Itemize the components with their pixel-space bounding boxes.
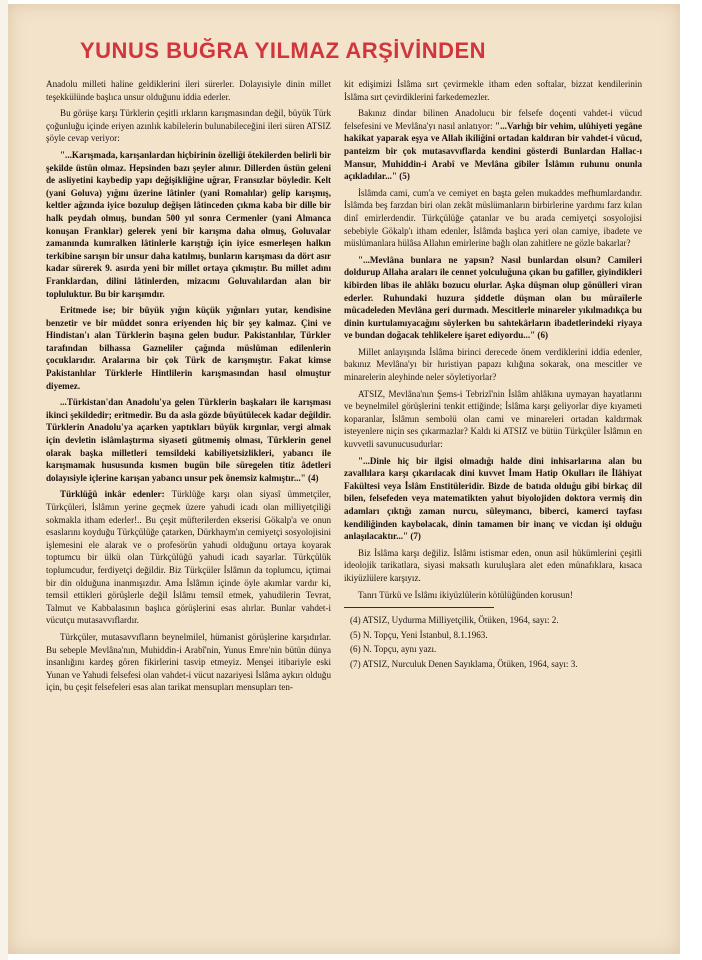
quote-paragraph: "...Mevlâna bunlara ne yapsın? Nasıl bunlardan olsun? Camileri doldurup Allaha araları ile cennet yolculuğuna çıkan bu gafiller, giyindikleri kibirden libas ile ahlâkı bozucu olurlar. Aşka düşman olup gönülleri viran ederler. Ruhundaki huzura şiddetle düşman olan bu müraîlerle mücadeleden Mevlâna geri durmadı. Mescitlerle minareler yıkılmadıkça bu dinin kurtulamıyacağını söylerken bu sahtekârların ibadetlerindeki riyaya ve bundan doğacak tehlikelere işaret ediyordu..." (6) — [344, 254, 642, 341]
footnote: (7) ATSIZ, Nurculuk Denen Sayıklama, Ötüken, 1964, sayı: 3. — [350, 658, 578, 669]
quote-paragraph: Eritmede ise; bir büyük yığın küçük yığınları yutar, kendisine benzetir ve bir müddet sonra eriyenden hiç bir şey kalmaz. Çini ve Hindistan'ı alan Türklerin başına gelen budur. Pakistanlılar, Türkler tarafından bilhassa Gazneliler çağında müslüman edilenlerin çocuklarıdır. Aralarına bir çok Türk de karışmıştır. Fakat kimse Pakistanlılar Türklerle Hintlilerin karışmasından hasıl olmuştur diyemez. — [46, 305, 331, 391]
paragraph: ATSIZ, Mevlâna'nın Şems-i Tebrizî'nin İslâm ahlâkına uymayan hayatlarını ve beynelmilel görüşlerini tenkit ettiğinde; İslâma karşı geliyorlar diye kıyameti koparanlar, İslâmın sembolü olan cami ve minareleri ortadan kaldırmak isteyenlere niçin ses çıkarmazlar? Kaldı ki ATSIZ ve bütün Türkçüler İslâmın en kuvvetli savunucusudurlar: — [344, 388, 642, 450]
paragraph: Anadolu milleti haline geldiklerini ileri sürerler. Dolayısiyle dinin millet teşekkülünde başlıca unsur olduğunu iddia ederler. — [46, 79, 331, 102]
right-column — [344, 78, 642, 673]
paragraph-text: Bakınız dindar bilinen Anadolucu bir felsefe doçenti vahdet-i vücud felsefesini ve Mevlâna'yı nasıl anlatıyor: — [344, 108, 642, 131]
paragraph — [46, 488, 331, 627]
section-lead: Türklüğü inkâr edenler: — [60, 489, 165, 500]
quote-paragraph: "...Karışmada, karışanlardan hiçbirinin özelliği ötekilerden belirli bir şekilde üstün olmaz. Hepsinden bazı şeyler alınır. Dillerden üstün geleni de asliyetini kaybedip yapı değişikliğine uğrar, Fransızlar böyledir. Kelt (yani Goluva) yığını üzerine lâtinler (yani Romalılar) gelip karışmış, keltler ağzında iyice bozulup değişen lâtinceden çıkma kaba bir dille bir halk peydah olmuş, bundan 500 yıl sonra Cermenler (yani Almanca konuşan Franklar) gelerek yeni bir karışma daha olmuş, Goluvalar zamanında kumralken lâtinlerle karıştığı için iyice esmerleşen halkın terkibine sarışın bir unsur daha katılmış, bunların karışması da dört asır kadar sürerek 9. asırda yeni bir millet ortaya çıkmıştır. Bu millet adını Franklardan, dilini lâtinlerden, mizacını Goluvalılardan alan bir topluluktur. Bu bir karışımdır. — [46, 149, 331, 299]
footnote: (6) N. Topçu, aynı yazı. — [350, 644, 437, 655]
left-column — [46, 78, 331, 698]
archive-header: YUNUS BUĞRA YILMAZ ARŞİVİNDEN — [80, 38, 487, 63]
footnotes — [344, 614, 642, 670]
quote-paragraph: "...Dinle hiç bir ilgisi olmadığı halde dini inhisarlarına alan bu zavallılara karşı çıkarılacak dini kuvvet İmam Hatip Okulları ile İlâhiyat Fakültesi veya İslâm Enstitüleridir. Bizde de batıda olduğu gibi birkaç dil bilen, felsefeden veya matematikten yahut biyolojiden doktora vermiş din adamları çıktığı zaman nurcu, süleymancı, biberci, kamerci tayfası kendiliğinden kaybolacak, dinin tamamen bir inanç ve vicdan işi olduğu anlaşılacaktır..." (7) — [344, 455, 642, 542]
paragraph: Millet anlayışında İslâma birinci derecede önem verdiklerini iddia edenler, bakınız Mevlâna'yı bir hıristiyan papazı kılığına sokarak, ona mescitler ve minarelerin aleyhinde neler söyletiyorlar? — [344, 346, 642, 383]
paragraph: kit edişimizi İslâma sırt çevirmekle itham eden softalar, bizzat kendilerinin İslâma sırt çevirdiklerini farkedemezler. — [344, 79, 642, 102]
footnote: (4) ATSIZ, Uydurma Milliyetçilik, Ötüken, 1964, sayı: 2. — [350, 615, 559, 626]
footnote-divider — [344, 607, 494, 608]
paragraph: İslâmda cami, cum'a ve cemiyet en başta gelen mukaddes mefhumlardandır. İslâmda beş farzdan biri olan zekât müslümanların birbirlerine yardımı farz kılan dinî emirlerdendir. Türkçülüğe çatanlar ve bu arada cemiyetçi sosyolojisi sebebiyle Gökalp'ı itham edenler, İslâmda başlıca yeri olan camiye, ibadete ve müslümanlara hülâsa Allahın emirlerine bağlı olan zahitlere ne gözle bakarlar? — [344, 187, 642, 249]
paragraph — [344, 107, 642, 183]
paragraph: Bu görüşe karşı Türklerin çeşitli ırkların karışmasından değil, büyük Türk çoğunluğu içinde eriyen azınlık kabilelerin bulunabileceğini ileri süren ATSIZ şöyle cevap veriyor: — [46, 108, 331, 144]
paragraph: Tanrı Türkü ve İslâmı ikiyüzlülerin kötülüğünden korusun! — [358, 589, 573, 600]
paragraph-text: Türklüğe karşı olan siyasî ümmetçiler, Türkçüleri, İslâmın yerine geçmek üzere yahudi icadı olan milliyetçiliği sokmakla itham ederler!.. Bu çeşit müfterilerden ekserisi Gökalp'a ve onun esaslarını koyduğu Türkçülüğe çatarken, Dürkhaym'ın cemiyetçi sosyolojisini işlemesini ele alarak ve o profesörün yahudi olduğunu ortaya koyarak toptumcu bir ülkü olan Türkçülüğü yahudi icadı sayarlar. Türkçülük toplumcudur, ferdiyetçi değildir. Biz Türkçüler İslâmın da toplumcu, içtimai bir din olduğuna inanmışızdır. Ama İslâmın içinde öyle akımlar vardır ki, temsil ettikleri görüşlerle değil İslâmı temsil etmek, yahudilerin Tevrat, Talmut ve Kabbalasının başlıca görüşlerini esas alırlar. Bunlar vahdet-i vücutçu mutasavvıflardır. — [46, 489, 332, 626]
page-edge — [0, 0, 8, 960]
paragraph: Türkçüler, mutasavvıfların beynelmilel, hümanist görüşlerine karşıdırlar. Bu sebeple Mevlâna'nın, Muhiddin-i Arabî'nin, Yunus Emre'nin bütün dünya insanlığını kardeş gören fikirlerini tasvip etmeyiz. Menşei itibariyle eski Yunan ve Yahudi felsefesi olan vahdet-i vücut nazariyesi İslâma aykırı olduğu için, bu çeşit felsefeleri esas alan tarikat mensupları mensupları ten- — [46, 631, 331, 693]
quote-paragraph: ...Türkistan'dan Anadolu'ya gelen Türklerin başkaları ile karışması ikinci şekildedir; eritmedir. Bu da asla gözde büyütülecek kadar değildir. Türklerin Anadolu'ya açarken yaptıkları büyük kırgınlar, vergi almak için devletin islâmlaştırma siyaseti gütmemiş olması, Türklerin genel olarak başka milletleri temsildeki kabiliyetsizlikleri, yabancı ile karışmamak hususunda kısmen bugün bile süregelen titiz âdetleri dolayısiyle içlerine karışan yabancı unsur pek önemsiz kalmıştır..." (4) — [46, 397, 331, 483]
paragraph: Biz İslâma karşı değiliz. İslâmı istismar eden, onun asil hükümlerini çeşitli ideolojik tarikatlara, siyasi maksatlı kuruluşlara alet eden münafıklara, kısaca ikiyüzlülere karşıyız. — [344, 547, 642, 583]
inline-quote: "...Varlığı bir vehim, ulûhiyeti yegâne hakikat yaparak eşya ve Allah ikiliğini ortadan kaldıran bir vahdet-i vücud, panteizm bir çok mutasavvıflarda kendini gösterdi Bunlardan Hallac-ı Mansur, Muhiddin-i Arabî ve Mevlâna gibiler İslâmın ruhunu onunla açıkladılar..." (5) — [344, 120, 642, 182]
footnote: (5) N. Topçu, Yeni İstanbul, 8.1.1963. — [350, 629, 488, 640]
